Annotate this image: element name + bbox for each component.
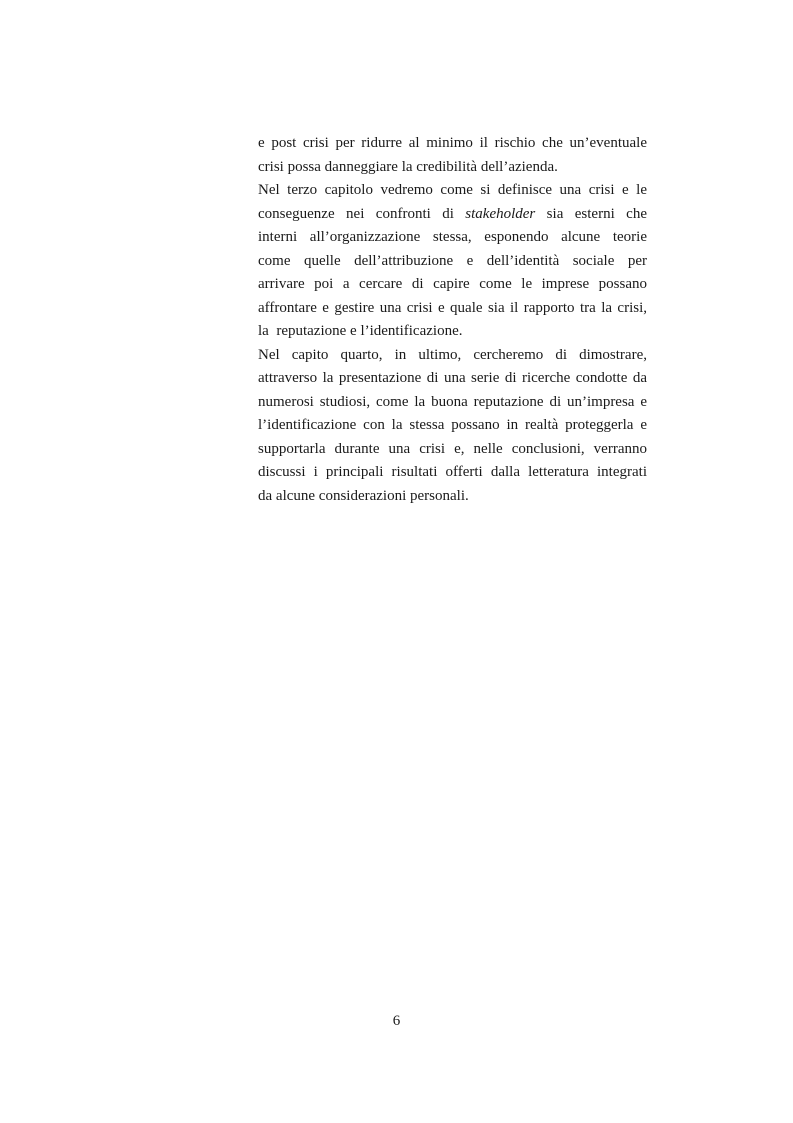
- page-number: 6: [392, 1013, 401, 1029]
- text-line: come quelle dell’attribuzione e dell’identità sociale per: [258, 252, 647, 269]
- text-line: attraverso la presentazione di una serie di ricerche condotte da: [258, 370, 647, 386]
- text-line: interni all’organizzazione stessa, esponendo alcune teorie: [258, 229, 647, 245]
- text-line: Nel terzo capitolo vedremo come si definisce una crisi e le: [258, 182, 647, 198]
- text-line: da alcune considerazioni personali.: [258, 487, 469, 504]
- text-line: [258, 203, 647, 227]
- text-line: affrontare e gestire una crisi e quale sia il rapporto tra la crisi,: [258, 299, 647, 316]
- text-line: e post crisi per ridurre al minimo il rischio che un’eventuale: [258, 135, 647, 151]
- text-line: numerosi studiosi, come la buona reputazione di un’impresa e: [258, 393, 647, 410]
- text-run: conseguenze nei confronti di: [258, 205, 466, 222]
- text-line: la reputazione e l’identificazione.: [258, 323, 463, 339]
- text-line: arrivare poi a cercare di capire come le imprese possano: [258, 276, 647, 292]
- text-line: supportarla durante una crisi e, nelle conclusioni, verranno: [258, 440, 647, 457]
- page-body-text: [258, 132, 647, 508]
- text-line: Nel capito quarto, in ultimo, cercheremo di dimostrare,: [258, 346, 647, 363]
- text-line: l’identificazione con la stessa possano in realtà proteggerla e: [258, 417, 647, 433]
- text-line: discussi i principali risultati offerti dalla letteratura integrati: [258, 464, 647, 480]
- italic-term: stakeholder: [465, 205, 536, 222]
- text-line: crisi possa danneggiare la credibilità dell’azienda.: [258, 158, 558, 175]
- text-run: sia esterni che: [535, 205, 647, 222]
